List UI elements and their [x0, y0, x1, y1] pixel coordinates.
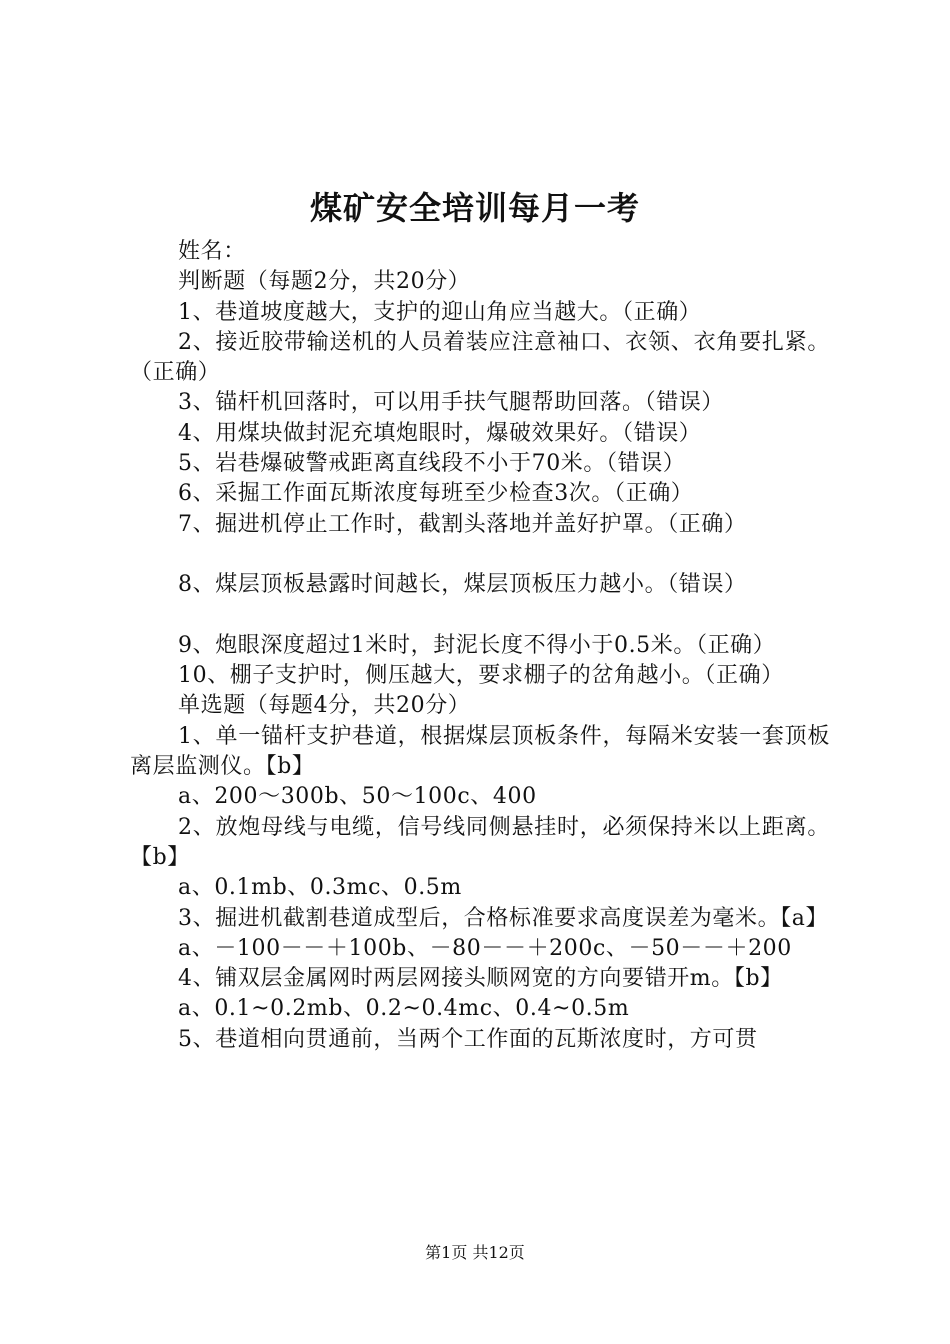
judgment-item-8: 8、煤层顶板悬露时间越长，煤层顶板压力越小。（错误）	[178, 572, 747, 598]
single-choice-question-5: 5、巷道相向贯通前，当两个工作面的瓦斯浓度时，方可贯	[178, 1026, 758, 1052]
judgment-item-3: 3、锚杆机回落时，可以用手扶气腿帮助回落。（错误）	[178, 390, 724, 416]
judgment-section-heading: 判断题（每题2分，共20分）	[178, 269, 471, 295]
single-choice-question-3: 3、掘进机截割巷道成型后，合格标准要求高度误差为毫米。【a】	[178, 905, 829, 931]
judgment-item-1: 1、巷道坡度越大，支护的迎山角应当越大。（正确）	[178, 299, 702, 325]
single-choice-options-4: a、0.1~0.2mb、0.2~0.4mc、0.4~0.5m	[178, 996, 630, 1022]
page-footer: 第1页 共12页	[425, 1243, 525, 1262]
judgment-item-6: 6、采掘工作面瓦斯浓度每班至少检查3次。（正确）	[178, 481, 694, 507]
judgment-item-2: 2、接近胶带输送机的人员着装应注意袖口、衣领、衣角要扎紧。（正确）	[130, 329, 830, 386]
name-label: 姓名：	[178, 239, 246, 264]
single-choice-question-2: 2、放炮母线与电缆，信号线同侧悬挂时，必须保持米以上距离。【b】	[130, 814, 830, 870]
blank-line	[130, 540, 830, 570]
document-title: 煤矿安全培训每月一考	[309, 189, 640, 227]
document-body	[130, 237, 830, 1055]
single-choice-section-heading: 单选题（每题4分，共20分）	[178, 693, 471, 719]
single-choice-options-2: a、0.1mb、0.3mc、0.5m	[178, 875, 462, 901]
blank-line	[130, 601, 830, 631]
judgment-item-10: 10、棚子支护时，侧压越大，要求棚子的岔角越小。（正确）	[178, 663, 784, 689]
single-choice-options-1: a、200～300b、50～100c、400	[178, 784, 537, 810]
judgment-item-7: 7、掘进机停止工作时，截割头落地并盖好护罩。（正确）	[178, 511, 747, 537]
single-choice-question-4: 4、铺双层金属网时两层网接头顺网宽的方向要错开m。【b】	[178, 966, 783, 992]
judgment-item-4: 4、用煤块做封泥充填炮眼时，爆破效果好。（错误）	[178, 420, 702, 446]
single-choice-options-3: a、－100－－＋100b、－80－－＋200c、－50－－＋200	[178, 935, 792, 961]
judgment-item-5: 5、岩巷爆破警戒距离直线段不小于70米。（错误）	[178, 451, 686, 477]
single-choice-question-1: 1、单一锚杆支护巷道，根据煤层顶板条件，每隔米安装一套顶板离层监测仪。【b】	[130, 723, 830, 780]
judgment-item-9: 9、炮眼深度超过1米时，封泥长度不得小于0.5米。（正确）	[178, 632, 776, 658]
